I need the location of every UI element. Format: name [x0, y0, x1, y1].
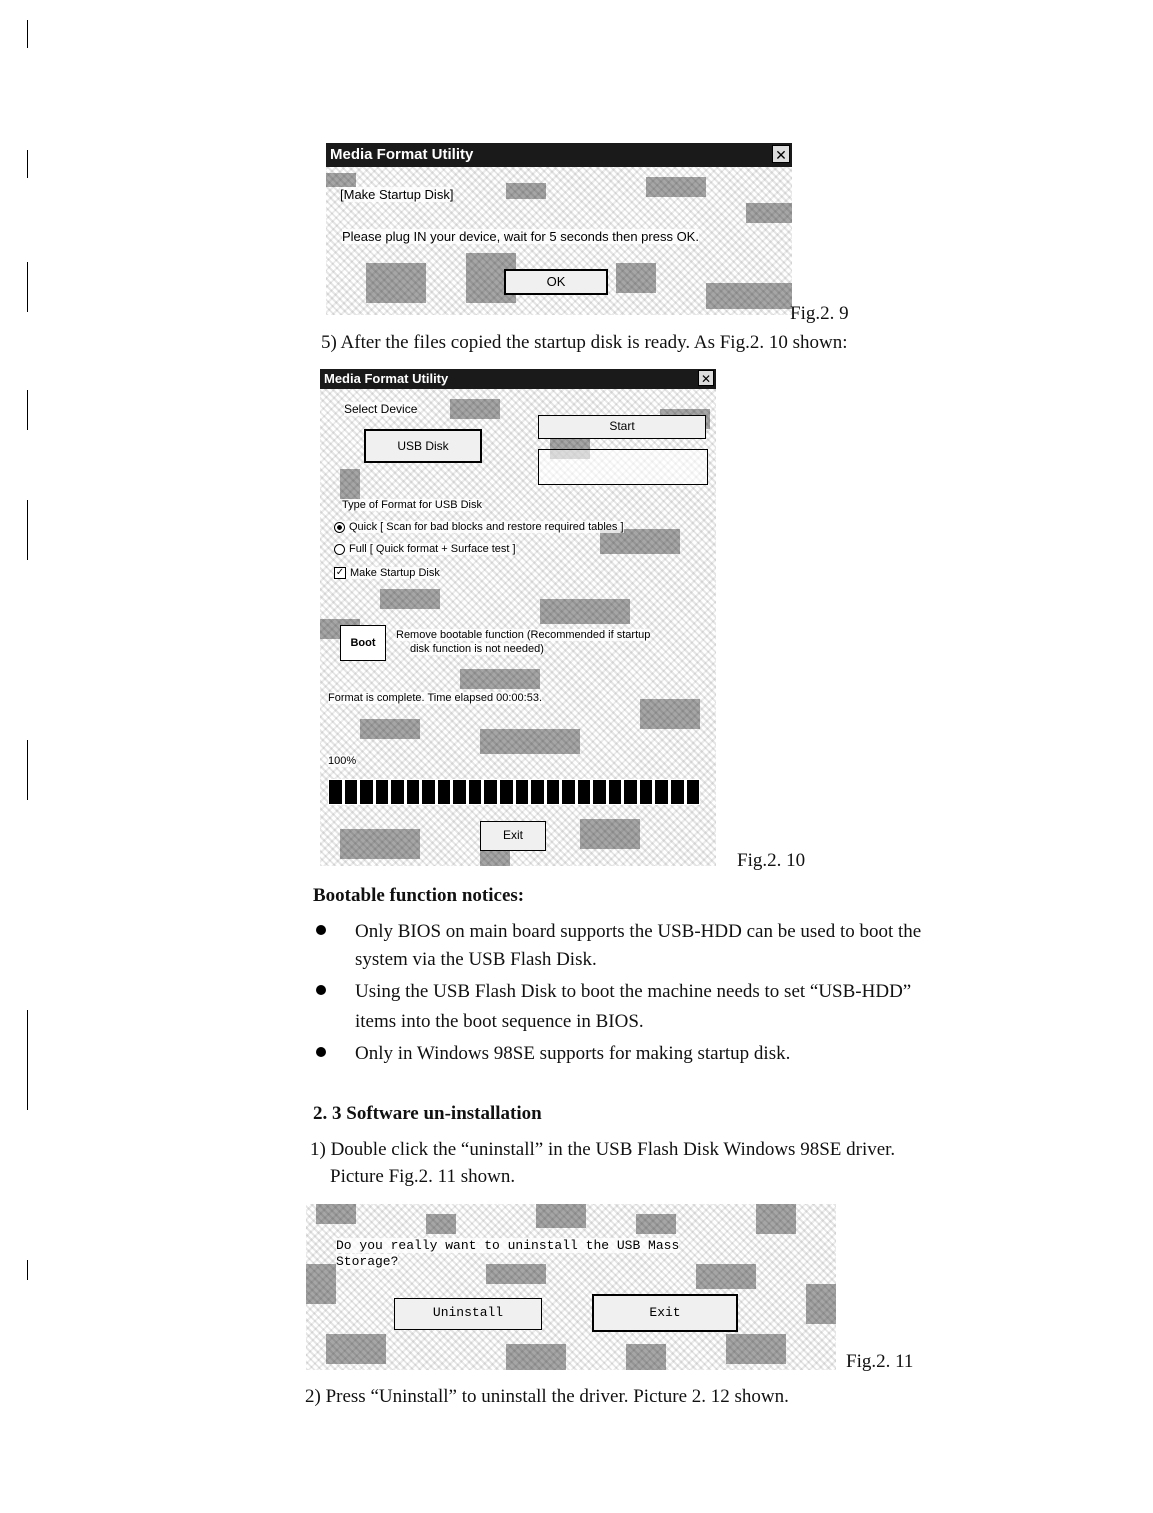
dialog-titlebar [320, 369, 716, 389]
progress-block [609, 780, 622, 804]
progress-block [624, 780, 637, 804]
make-startup-checkbox[interactable]: ✓ [335, 567, 345, 579]
scan-mark [27, 390, 28, 430]
progress-block [360, 780, 373, 804]
boot-icon[interactable] [340, 625, 386, 661]
plug-in-message: Please plug IN your device, wait for 5 seconds then press OK. [342, 229, 699, 244]
progress-block [640, 780, 653, 804]
notice-item-2-line-1: Using the USB Flash Disk to boot the machine needs to set “USB-HDD” [355, 981, 912, 1002]
progress-block [422, 780, 435, 804]
device-info-box [538, 449, 708, 485]
fig-2-11-caption: Fig.2. 11 [846, 1351, 914, 1372]
make-startup-section-label: [Make Startup Disk] [340, 187, 454, 202]
notice-item-1-line-1: Only BIOS on main board supports the USB-HDD can be used to boot the [355, 921, 922, 942]
progress-block [345, 780, 358, 804]
start-button[interactable]: Start [538, 415, 706, 439]
scan-mark [27, 500, 28, 560]
progress-percent: 100% [328, 755, 357, 767]
quick-label: Quick [ Scan for bad blocks and restore required tables ] [349, 521, 624, 533]
step-2-text: 2) Press “Uninstall” to uninstall the driver. Picture 2. 12 shown. [305, 1386, 789, 1407]
notice-item-2-line-2: items into the boot sequence in BIOS. [355, 1011, 644, 1032]
scan-mark [27, 150, 28, 178]
section-2-3-step-1-line-1: 1) Double click the “uninstall” in the USB Flash Disk Windows 98SE driver. [310, 1139, 896, 1160]
make-startup-option[interactable] [334, 567, 440, 579]
full-format-option[interactable] [334, 543, 516, 555]
fig-2-9-dialog [326, 143, 792, 315]
close-icon[interactable]: ✕ [772, 145, 790, 163]
progress-block [376, 780, 389, 804]
progress-block [578, 780, 591, 804]
make-startup-label: Make Startup Disk [350, 567, 440, 579]
remove-bootable-label-2: disk function is not needed) [410, 643, 544, 655]
progress-block [547, 780, 560, 804]
fig-2-9-caption: Fig.2. 9 [790, 303, 849, 324]
progress-block [469, 780, 482, 804]
progress-block [687, 780, 700, 804]
scan-mark [27, 1260, 28, 1280]
progress-block [516, 780, 529, 804]
progress-block [531, 780, 544, 804]
dialog-title: Media Format Utility [324, 371, 449, 386]
progress-block [453, 780, 466, 804]
quick-radio[interactable] [334, 522, 345, 533]
dialog-titlebar [326, 143, 792, 167]
progress-block [500, 780, 513, 804]
uninstall-question-line-2: Storage? [336, 1254, 399, 1269]
section-2-3-step-1-line-2: Picture Fig.2. 11 shown. [330, 1166, 516, 1187]
progress-bar [328, 779, 700, 805]
format-status-text: Format is complete. Time elapsed 00:00:53. [328, 692, 542, 704]
full-radio[interactable] [334, 544, 345, 555]
notices-heading: Bootable function notices: [313, 885, 525, 906]
bullet-icon [316, 925, 326, 935]
boot-icon-text: Boot [350, 637, 376, 649]
scan-mark [27, 262, 28, 312]
progress-block [671, 780, 684, 804]
notice-item-3-line-1: Only in Windows 98SE supports for making startup disk. [355, 1043, 791, 1064]
ok-button[interactable]: OK [504, 269, 608, 295]
scan-mark [27, 20, 28, 48]
section-2-3-heading: 2. 3 Software un-installation [313, 1103, 542, 1124]
exit-button[interactable]: Exit [592, 1294, 738, 1332]
full-label: Full [ Quick format + Surface test ] [349, 543, 516, 555]
progress-block [593, 780, 606, 804]
fig-2-10-caption: Fig.2. 10 [737, 850, 806, 871]
uninstall-button[interactable]: Uninstall [394, 1298, 542, 1330]
type-of-format-label: Type of Format for USB Disk [342, 499, 482, 511]
progress-block [391, 780, 404, 804]
select-device-label: Select Device [344, 402, 418, 416]
usb-disk-button[interactable]: USB Disk [364, 429, 482, 463]
progress-block [655, 780, 668, 804]
progress-block [484, 780, 497, 804]
close-icon[interactable]: ✕ [698, 370, 714, 386]
progress-block [329, 780, 342, 804]
remove-bootable-label: Remove bootable function (Recommended if startup [396, 629, 651, 641]
scan-mark [27, 1010, 28, 1110]
dialog-title: Media Format Utility [330, 146, 474, 163]
fig-2-10-dialog [320, 369, 716, 866]
bullet-icon [316, 1047, 326, 1057]
uninstall-question-line-1: Do you really want to uninstall the USB Mass [336, 1238, 680, 1253]
exit-button[interactable]: Exit [480, 821, 546, 851]
step-5-text: 5) After the files copied the startup disk is ready. As Fig.2. 10 shown: [321, 332, 848, 353]
progress-block [562, 780, 575, 804]
notice-item-1-line-2: system via the USB Flash Disk. [355, 949, 597, 970]
progress-block [407, 780, 420, 804]
quick-format-option[interactable] [334, 521, 624, 533]
fig-2-11-dialog [306, 1204, 836, 1370]
bullet-icon [316, 985, 326, 995]
progress-block [438, 780, 451, 804]
scan-mark [27, 740, 28, 800]
